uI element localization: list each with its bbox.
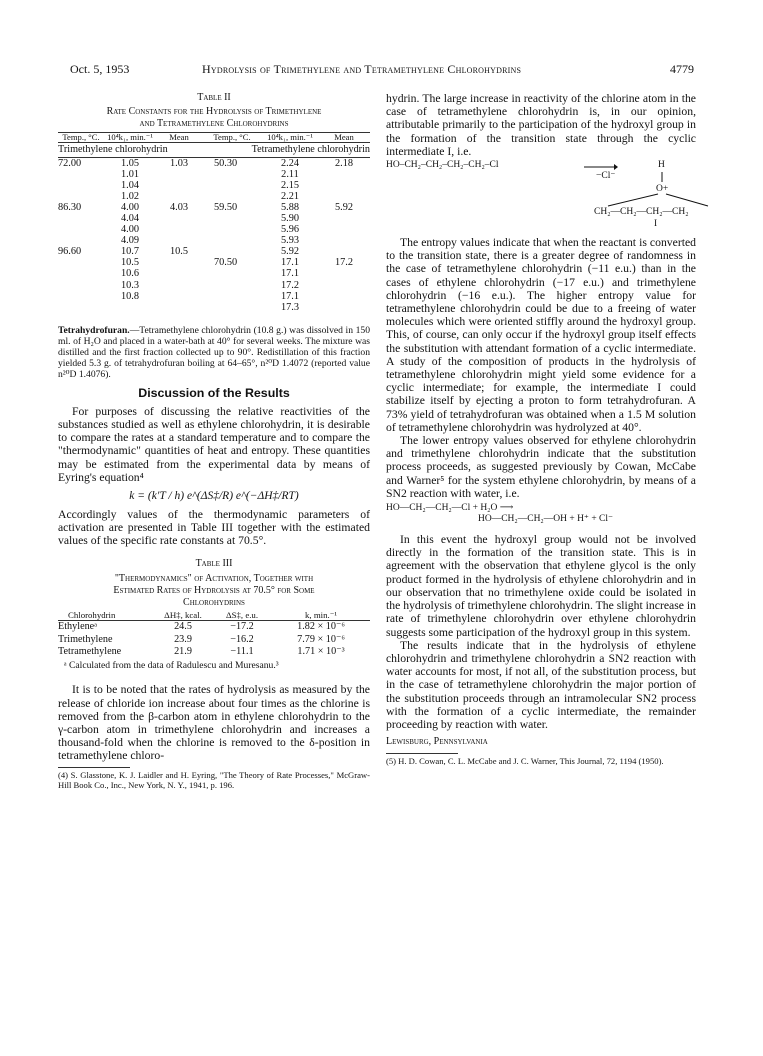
scheme2-line-2: HO—CH₂—CH₂—OH + H⁺ + Cl⁻ (478, 514, 614, 525)
table2-cell: 10.7 (120, 246, 140, 258)
table3-cell: Trimethylene (58, 633, 113, 645)
table2-cell: 5.92 (334, 201, 354, 213)
scheme1-loss: −Cl⁻ (596, 171, 616, 182)
footnote-divider (58, 767, 130, 768)
table3-cell: −11.1 (230, 646, 254, 658)
table2-row (58, 280, 370, 291)
table2-cell (156, 224, 202, 235)
table2-cell (318, 224, 370, 235)
table2-cell: 96.60 (58, 246, 82, 258)
table2-cell (58, 180, 104, 191)
table2-cell: 10.5 (120, 257, 140, 269)
table2-cell (156, 235, 202, 246)
table2-caption-1: Rate Constants for the Hydrolysis of Trimethylene (106, 106, 322, 117)
table2-cell: 17.1 (280, 268, 300, 280)
table2-row (58, 213, 370, 224)
table2-cell (104, 302, 156, 313)
table2-cell (58, 268, 104, 279)
table2-sub-left: Trimethylene chlorohydrin (58, 144, 168, 156)
table3-caption-1: "Thermodynamics" of Activation, Together with (114, 572, 314, 584)
table3-label: Table III (195, 557, 233, 569)
table2-cell: 4.09 (120, 235, 140, 247)
table3-cell: Tetramethylene (58, 646, 122, 658)
table2-cell (318, 191, 370, 202)
table2-cell (202, 246, 262, 257)
scheme2-line-1: HO—CH₂—CH₂—Cl + H₂O ⟶ (386, 503, 514, 514)
table2-cell: 72.00 (58, 157, 82, 169)
table2-cell (58, 191, 104, 202)
header-title: Hydrolysis of Trimethylene and Tetramethylene Chlorohydrins (202, 62, 522, 76)
table3-row (58, 646, 370, 658)
table2-cell: 4.03 (169, 201, 189, 213)
eyring-equation: k = (k′T / h) e^(ΔS‡/R) e^(−ΔH‡/RT) (129, 490, 299, 503)
table2-cell: 5.96 (280, 224, 300, 236)
table2-row (58, 224, 370, 235)
footnote-5: (5) H. D. Cowan, C. L. McCabe and J. C. Warner, This Journal, 72, 1194 (1950). (386, 756, 664, 767)
left-column (58, 92, 370, 790)
table2-row (58, 235, 370, 246)
table3-body (58, 621, 370, 659)
table2-caption-2: and Tetramethylene Chlorohydrins (139, 118, 289, 129)
table2-cell: 1.02 (120, 190, 140, 202)
table2-cell (58, 291, 104, 302)
table2-cell: 2.15 (280, 179, 300, 191)
table2-cell: 2.11 (281, 168, 299, 180)
table2-col-header: Mean (169, 132, 189, 142)
table3-cell: −16.2 (230, 633, 254, 645)
table3-cell: 1.71 × 10⁻³ (297, 646, 345, 658)
table3-footnote: ᵃ Calculated from the data of Radulescu and Muresanu.³ (64, 660, 279, 672)
footnote-divider-right (386, 753, 458, 754)
table2-cell (58, 235, 104, 246)
thf-text: —Tetramethylene chlorohydrin (10.8 g.) was dissolved in 150 ml. of H₂O and placed in a water-bath at 40° for several weeks. The mixture was distilled and the first fraction collected up to 90°. Redistillation of this fraction yielded 5.3 g. of tetrahydrofuran boiling at 64–65°, n²⁰D 1.4072 (reported value n²⁰D 1.4076). (58, 324, 370, 380)
right-paragraph-5: The results indicate that in the hydrolysis of ethylene chlorohydrin and trimethylene chlorohydrin a SN2 reaction with water accounts for most, if not all, of the substitution process, but in the case of tetramethylene chlorohydrin the major portion of the substitution proceeds through an intramolecular SN2 process with the formation of a cyclic intermediate, the remainder proceeding by reaction with water. (386, 638, 696, 731)
table2-cell: 86.30 (58, 201, 82, 213)
table2-cell (156, 280, 202, 291)
table2-cell (318, 291, 370, 302)
table2-cell: 10.5 (169, 246, 189, 258)
table2-cell: 4.00 (120, 201, 140, 213)
table2-col-header: 10⁴k₁, min.⁻¹ (267, 132, 313, 142)
table2-cell: 50.30 (214, 157, 238, 169)
table2-cell (202, 191, 262, 202)
footnote-4: (4) S. Glasstone, K. J. Laidler and H. Eyring, "The Theory of Rate Processes," McGraw-Hill Book Co., Inc., New York, N. Y., 1941, p. 196. (58, 769, 370, 790)
scheme1-reactant: HO–CH₂–CH₂–CH₂–CH₂–Cl (386, 160, 499, 171)
discussion-paragraph-1: For purposes of discussing the relative reactivities of the substances studied as well as ethylene chlorohydrin, it is desirable to compare the rates at a standard temperature and to compare the "thermodynamic" quantities of heat and entropy. These quantities may be estimated from the experimental data by means of Eyring's equation⁴ (58, 404, 370, 484)
table2-cell: 17.1 (280, 290, 300, 302)
table2-cell (318, 180, 370, 191)
table2-body (58, 157, 370, 313)
table2-cell: 2.21 (280, 190, 300, 202)
table2-cell (202, 235, 262, 246)
table3-caption-2: Estimated Rates of Hydrolysis at 70.5° for Some (113, 584, 315, 596)
table3-col-header: k, min.⁻¹ (305, 609, 337, 620)
table2-row (58, 191, 370, 202)
table3-row (58, 621, 370, 634)
table2 (58, 132, 370, 313)
table2-cell (202, 302, 262, 313)
table2-cell (318, 268, 370, 279)
scheme1-ring: CH₂—CH₂—CH₂—CH₂ (594, 207, 689, 218)
table2-sub-right: Tetramethylene chlorohydrin (251, 144, 370, 156)
table2-cell (202, 213, 262, 224)
table2-header-row (58, 133, 370, 143)
table2-cell: 2.18 (334, 157, 354, 169)
table2-cell (58, 257, 104, 268)
table2-cell (58, 302, 104, 313)
table3-cell: −17.2 (230, 621, 254, 633)
table3-cell: 24.5 (174, 621, 192, 633)
table2-cell (318, 235, 370, 246)
table2-col-header: 10⁴k₁, min.⁻¹ (107, 132, 153, 142)
table2-cell: 1.04 (120, 179, 140, 191)
scheme1-label: I (654, 219, 658, 230)
table2-col-header: Temp., °C. (62, 132, 100, 142)
discussion-paragraph-2: Accordingly values of the thermodynamic parameters of activation are presented in Table III together with the estimated values of the specific rate constants at 70.5°. (58, 508, 370, 548)
table3-col-header: ΔS‡, e.u. (225, 609, 259, 620)
thf-paragraph (58, 325, 370, 380)
table2-cell: 5.88 (280, 201, 300, 213)
table2-cell (156, 169, 202, 180)
table2-cell (156, 257, 202, 268)
right-column (386, 92, 696, 766)
running-header (70, 62, 694, 76)
table3-col-header: Chlorohydrin (68, 609, 116, 620)
table3-cell: Ethyleneᵃ (58, 621, 97, 633)
table2-cell: 10.6 (120, 268, 140, 280)
table2-cell: 10.3 (120, 279, 140, 291)
table2-cell (202, 224, 262, 235)
table2-col-header: Temp., °C. (213, 132, 251, 142)
scheme1-h: H (658, 160, 665, 171)
table2-col-header: Mean (334, 132, 354, 142)
table2-cell (318, 213, 370, 224)
table2-cell (58, 224, 104, 235)
table2-cell (202, 180, 262, 191)
table2-cell: 5.92 (280, 246, 300, 258)
table2-row (58, 157, 370, 169)
table2-cell: 1.05 (120, 157, 140, 169)
table3-row (58, 634, 370, 646)
table3-cell: 7.79 × 10⁻⁶ (297, 633, 345, 645)
table2-cell: 1.03 (169, 157, 189, 169)
table2-cell: 4.00 (120, 224, 140, 236)
table2-cell (202, 169, 262, 180)
table2-row (58, 169, 370, 180)
table2-cell (318, 302, 370, 313)
table2-cell (58, 213, 104, 224)
table3-col-header: ΔH‡, kcal. (164, 609, 202, 620)
table3-cell: 23.9 (174, 633, 192, 645)
table2-cell: 2.24 (280, 157, 300, 169)
table2-cell (156, 291, 202, 302)
table2-cell (58, 169, 104, 180)
left-end-paragraph: It is to be noted that the rates of hydrolysis as measured by the release of chloride ion increase about four times as the chlorine is removed from the β-carbon atom in ethylene chlorohydrin to the γ-carbon atom in trimethylene chlorohydrin and increases a thousand-fold when the chlorine is removed to the δ-position in tetramethylene chloro- (58, 683, 370, 763)
table2-cell: 17.2 (334, 257, 354, 269)
right-paragraph-3: The lower entropy values observed for ethylene chlorohydrin and trimethylene chlorohydrin indicate that the substitution process proceeds, as suggested previously by Cowan, McCabe and Warner⁵ for the system ethylene chlorohydrin, by means of a SN2 reaction with water, i.e. (386, 434, 696, 500)
table2-cell (318, 169, 370, 180)
table2-cell (156, 213, 202, 224)
scheme-sn2 (386, 503, 696, 525)
table3-cell: 1.82 × 10⁻⁶ (297, 621, 345, 633)
right-paragraph-2: The entropy values indicate that when the reactant is converted to the transition state, there is a greater degree of randomness in the case of tetramethylene chlorohydrin (−11 e.u.) than in the cases of ethylene chlorohydrin (−17 e.u.) and trimethylene chlorohydrin (−16 e.u.). The higher entropy value for tetramethylene chlorohydrin could be due to a freeing of water molecules which were oriented stiffly around the hydroxyl group. This, of course, can only occur if the hydroxyl group itself effects the substitution with attendant formation of a cyclic intermediate. A study of the composition of products in the hydrolysis of tetramethylene chlorohydrin might yield some evidence for a cyclic intermediate; for example, the intermediate I could stabilize itself by ejecting a proton to form tetrahydrofuran. A 73% yield of tetrahydrofuran was obtained when a 1.5 M solution of tetramethylene chlorohydrin was hydrolyzed at 40°. (386, 236, 696, 434)
table3-caption-3: Chlorohydrins (183, 596, 245, 608)
table2-row (58, 291, 370, 302)
table2-cell: 4.04 (120, 212, 140, 224)
table2-cell (318, 280, 370, 291)
table2-row (58, 257, 370, 268)
table2-row (58, 246, 370, 257)
table2-cell (156, 268, 202, 279)
page-number: 4779 (670, 62, 694, 76)
table2-cell: 17.3 (280, 301, 300, 313)
table2-cell: 10.8 (120, 290, 140, 302)
scheme-cyclization (386, 160, 696, 230)
table2-row (58, 202, 370, 213)
table2-cell (318, 246, 370, 257)
table2-cell: 5.90 (280, 212, 300, 224)
table2-row (58, 268, 370, 279)
table2-cell (156, 191, 202, 202)
table2-row (58, 302, 370, 313)
table2-cell (202, 291, 262, 302)
right-paragraph-1: hydrin. The large increase in reactivity of the chlorine atom in the case of tetramethylene chlorohydrin is, in our opinion, attributable primarily to the participation of the hydroxyl group in the formation of the transition state through the cyclic intermediate I, i.e. (386, 92, 696, 158)
author-location: Lewisburg, Pennsylvania (386, 736, 488, 748)
table2-cell: 59.50 (214, 201, 238, 213)
table2-cell: 1.01 (120, 168, 140, 180)
table2-cell: 17.2 (280, 279, 300, 291)
table2-row (58, 180, 370, 191)
table2-cell: 70.50 (214, 257, 238, 269)
table2-cell: 5.93 (280, 235, 300, 247)
table2-cell: 17.1 (280, 257, 300, 269)
table3-header-row (58, 611, 370, 621)
table3-cell: 21.9 (174, 646, 192, 658)
table2-subheader-row (58, 143, 370, 157)
table2-cell (202, 280, 262, 291)
table3 (58, 611, 370, 659)
table2-cell (156, 180, 202, 191)
scheme1-oxonium: O+ (656, 184, 669, 195)
header-date: Oct. 5, 1953 (70, 62, 130, 76)
discussion-heading: Discussion of the Results (138, 385, 290, 400)
thf-bold-lead: Tetrahydrofuran. (58, 324, 130, 336)
right-paragraph-4: In this event the hydroxyl group would not be involved directly in the formation of the transition state. This is in agreement with the observation that ethylene glycol is the only product formed in the hydrolysis of ethylene chlorohydrin and in our observation that no trimethylene oxide could be isolated in the hydrolysis of trimethylene chlorohydrin. The slight increase in rate of trimethylene chlorohydrin over ethylene chlorohydrin suggests some participation of the hydroxyl group in this system. (386, 533, 696, 639)
table2-cell (58, 280, 104, 291)
table2-cell (156, 302, 202, 313)
table2-cell (202, 268, 262, 279)
table2-label: Table II (197, 92, 231, 103)
